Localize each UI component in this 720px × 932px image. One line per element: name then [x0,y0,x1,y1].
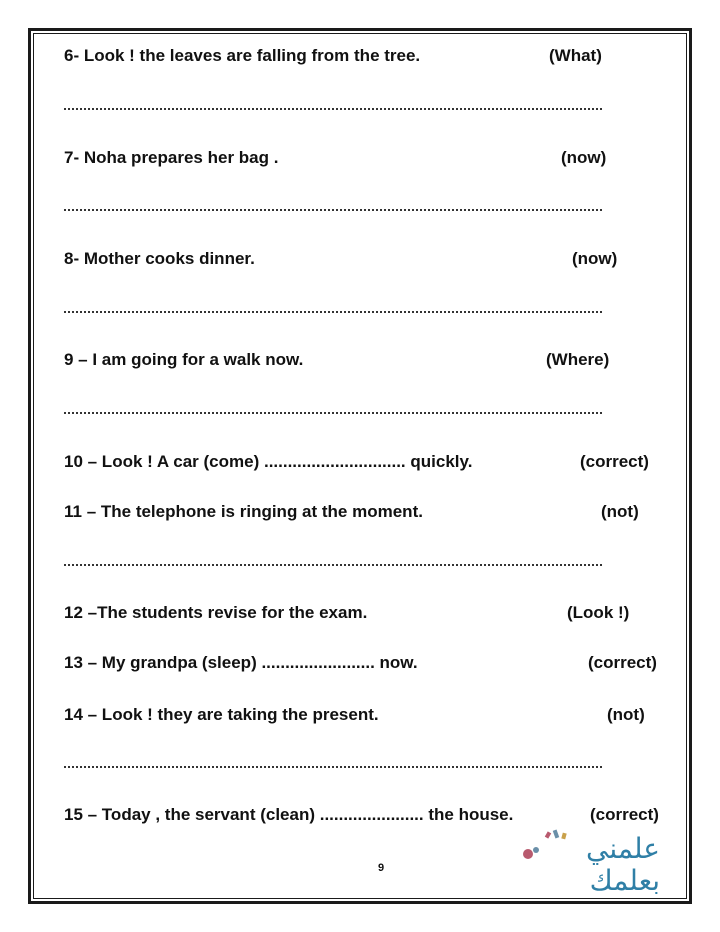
answer-line-11[interactable] [64,564,602,566]
answer-line-6[interactable] [64,108,602,110]
question-14-hint: (not) [607,705,645,724]
question-10: 10 – Look ! A car (come) .............................. quickly. [64,452,473,471]
answer-line-14[interactable] [64,766,602,768]
question-6: 6- Look ! the leaves are falling from the tree. [64,46,421,65]
logo-line2: بعلمك [589,864,660,896]
question-8-hint: (now) [572,249,618,268]
question-7: 7- Noha prepares her bag . [64,148,279,167]
question-11: 11 – The telephone is ringing at the moment. [64,502,423,521]
decor-icon [523,830,567,859]
brand-logo [510,828,670,896]
question-6-hint: (What) [549,46,602,65]
question-12-hint: (Look !) [567,603,630,622]
question-10-hint: (correct) [580,452,649,471]
question-14: 14 – Look ! they are taking the present. [64,705,379,724]
question-9-hint: (Where) [546,350,610,369]
question-15-hint: (correct) [590,805,659,824]
answer-line-7[interactable] [64,209,602,211]
logo-line1: علمني [586,832,660,865]
page-number: 9 [378,862,385,874]
question-13: 13 – My grandpa (sleep) ........................ now. [64,653,418,672]
answer-line-9[interactable] [64,412,602,414]
question-12: 12 –The students revise for the exam. [64,603,368,622]
question-8: 8- Mother cooks dinner. [64,249,255,268]
question-11-hint: (not) [601,502,639,521]
question-9: 9 – I am going for a walk now. [64,350,304,369]
answer-line-8[interactable] [64,311,602,313]
question-13-hint: (correct) [588,653,657,672]
question-7-hint: (now) [561,148,607,167]
question-15: 15 – Today , the servant (clean) ...................... the house. [64,805,514,824]
